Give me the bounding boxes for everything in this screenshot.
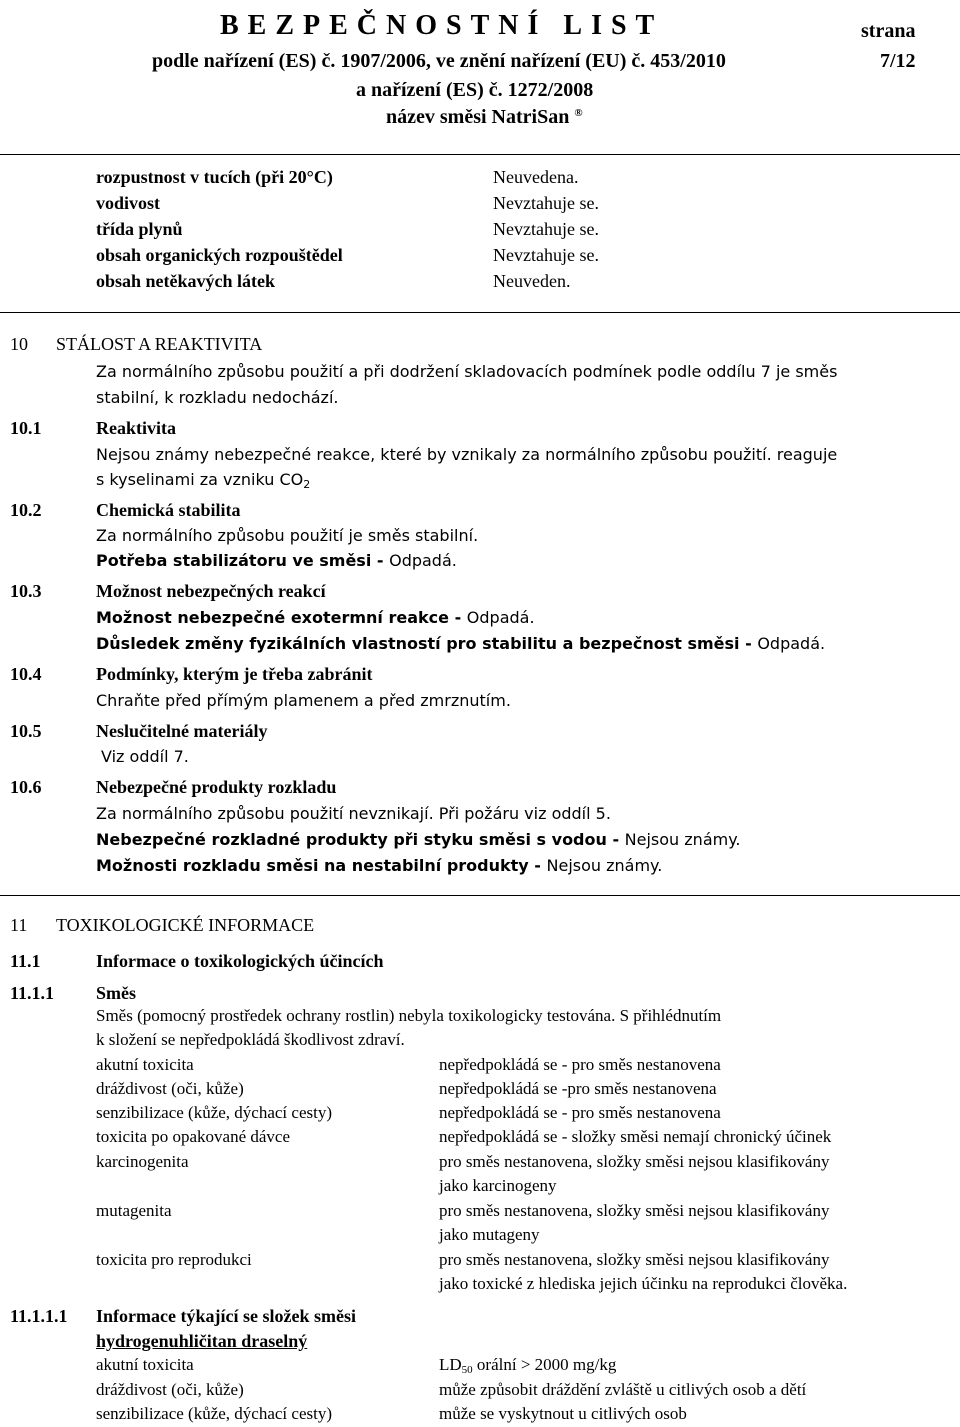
subsection-title: Informace o toxikologických účincích <box>96 951 384 971</box>
component-label: dráždivost (oči, kůže) <box>96 1380 244 1399</box>
property-label: rozpustnost v tucích (při 20°C) <box>96 167 333 187</box>
ld-subscript: 50 <box>461 1364 473 1376</box>
subsection-number: 11.1.1.1 <box>10 1306 68 1326</box>
tox-label: karcinogenita <box>96 1152 189 1171</box>
property-value: Nevztahuje se. <box>493 245 599 265</box>
tox-value: nepředpokládá se -pro směs nestanovena <box>439 1079 717 1098</box>
subsection-title: Neslučitelné materiály <box>96 721 268 741</box>
section-10-title: STÁLOST A REAKTIVITA <box>56 334 263 354</box>
property-label: třída plynů <box>96 219 183 239</box>
tox-label: mutagenita <box>96 1201 172 1220</box>
subsection-title: Možnost nebezpečných reakcí <box>96 581 326 601</box>
decomposition-label-2: Nebezpečné rozkladné produkty při styku směsi s vodou - <box>96 830 625 849</box>
reactivity-text-2-main: s kyselinami za vzniku CO <box>96 470 304 489</box>
subsection-number: 11.1 <box>10 951 41 971</box>
property-value: Neuvedena. <box>493 167 579 187</box>
subsection-title: Informace týkající se složek směsi <box>96 1306 356 1326</box>
substance-name: hydrogenuhličitan draselný <box>96 1331 308 1351</box>
section-10-intro-2: stabilní, k rozkladu nedochází. <box>96 388 339 407</box>
component-value: může způsobit dráždění zvláště u citlivých osob a dětí <box>439 1380 807 1399</box>
tox-value-cont: jako toxické z hlediska jejich účinku na reprodukci člověka. <box>439 1274 848 1293</box>
component-value: může se vyskytnout u citlivých osob <box>439 1404 687 1423</box>
decomposition-value-2: Nejsou známy. <box>624 830 741 849</box>
page-label: strana <box>861 20 916 42</box>
hazard-reactions-text-1 <box>96 608 535 627</box>
property-label: obsah netěkavých látek <box>96 271 276 291</box>
decomposition-text-2 <box>96 830 740 849</box>
tox-value: nepředpokládá se - pro směs nestanovena <box>439 1055 721 1074</box>
stability-text-2-label: Potřeba stabilizátoru ve směsi - <box>96 551 390 570</box>
subsection-number: 10.2 <box>10 500 42 520</box>
subsection-number: 10.3 <box>10 581 42 601</box>
subsection-title: Nebezpečné produkty rozkladu <box>96 777 337 797</box>
subsection-title: Reaktivita <box>96 418 176 438</box>
section-10-number: 10 <box>10 334 28 354</box>
tox-value-cont: jako mutageny <box>439 1225 540 1244</box>
section-11-title: TOXIKOLOGICKÉ INFORMACE <box>56 915 315 935</box>
decomposition-text-1: Za normálního způsobu použití nevznikají. Při požáru viz oddíl 5. <box>96 804 611 823</box>
regulation-line-1: podle nařízení (ES) č. 1907/2006, ve znění nařízení (EU) č. 453/2010 <box>152 50 726 72</box>
hazard-reactions-label-1: Možnost nebezpečné exotermní reakce - <box>96 608 467 627</box>
tox-value: nepředpokládá se - složky směsi nemají chronický účinek <box>439 1127 832 1146</box>
subsection-number: 10.4 <box>10 664 42 684</box>
document-title: BEZPEČNOSTNÍ LIST <box>220 10 664 41</box>
subsection-title: Podmínky, kterým je třeba zabránit <box>96 664 373 684</box>
component-value <box>439 1355 616 1375</box>
tox-value: nepředpokládá se - pro směs nestanovena <box>439 1103 721 1122</box>
subsection-number: 11.1.1 <box>10 983 55 1003</box>
product-name-text: název směsi NatriSan <box>386 106 570 128</box>
reactivity-text-2 <box>96 470 310 489</box>
property-value: Nevztahuje se. <box>493 219 599 239</box>
hazard-reactions-value-2: Odpadá. <box>757 634 826 653</box>
registered-mark: ® <box>574 107 583 119</box>
ld-suffix: orální > 2000 mg/kg <box>472 1355 617 1374</box>
hazard-reactions-value-1: Odpadá. <box>466 608 535 627</box>
tox-label: akutní toxicita <box>96 1055 194 1074</box>
reactivity-text-1: Nejsou známy nebezpečné reakce, které by vznikaly za normálního způsobu použití. reaguje <box>96 445 838 464</box>
property-label: vodivost <box>96 193 161 213</box>
tox-value: pro směs nestanovena, složky směsi nejsou klasifikovány <box>439 1201 830 1220</box>
mixture-text-1: Směs (pomocný prostředek ochrany rostlin) nebyla toxikologicky testována. S přihlédnutím <box>96 1006 722 1025</box>
product-name <box>386 106 583 129</box>
stability-text-1: Za normálního způsobu použití je směs stabilní. <box>96 526 479 545</box>
regulation-line-2: a nařízení (ES) č. 1272/2008 <box>356 79 594 101</box>
tox-label: toxicita po opakované dávce <box>96 1127 291 1146</box>
component-label: akutní toxicita <box>96 1355 194 1374</box>
hazard-reactions-label-2: Důsledek změny fyzikálních vlastností pro stabilitu a bezpečnost směsi - <box>96 634 758 653</box>
incompatible-text: Viz oddíl 7. <box>101 747 189 766</box>
subsection-number: 10.6 <box>10 777 42 797</box>
conditions-text: Chraňte před přímým plamenem a před zmrznutím. <box>96 691 511 710</box>
section-rule <box>0 895 960 896</box>
tox-label: dráždivost (oči, kůže) <box>96 1079 244 1098</box>
tox-value: pro směs nestanovena, složky směsi nejsou klasifikovány <box>439 1152 830 1171</box>
stability-text-2-value: Odpadá. <box>389 551 457 570</box>
tox-label: toxicita pro reprodukci <box>96 1250 252 1269</box>
page-number: 7/12 <box>880 50 916 72</box>
section-11-number: 11 <box>10 915 28 935</box>
mixture-text-2: k složení se nepředpokládá škodlivost zdraví. <box>96 1030 405 1049</box>
property-value: Nevztahuje se. <box>493 193 599 213</box>
stability-text-2 <box>96 551 457 570</box>
subsection-number: 10.1 <box>10 418 42 438</box>
property-value: Neuveden. <box>493 271 571 291</box>
ld-prefix: LD <box>439 1355 462 1374</box>
hazard-reactions-text-2 <box>96 634 825 653</box>
property-label: obsah organických rozpouštědel <box>96 245 343 265</box>
section-rule <box>0 312 960 313</box>
header-rule <box>0 154 960 155</box>
subsection-number: 10.5 <box>10 721 42 741</box>
decomposition-value-3: Nejsou známy. <box>546 856 663 875</box>
component-label: senzibilizace (kůže, dýchací cesty) <box>96 1404 332 1423</box>
tox-value-cont: jako karcinogeny <box>439 1176 557 1195</box>
section-10-intro-1: Za normálního způsobu použití a při dodržení skladovacích podmínek podle oddílu 7 je směs <box>96 362 838 381</box>
tox-label: senzibilizace (kůže, dýchací cesty) <box>96 1103 332 1122</box>
co2-subscript: 2 <box>303 478 311 491</box>
subsection-title: Směs <box>96 983 136 1003</box>
tox-value: pro směs nestanovena, složky směsi nejsou klasifikovány <box>439 1250 830 1269</box>
decomposition-text-3 <box>96 856 662 875</box>
decomposition-label-3: Možnosti rozkladu směsi na nestabilní produkty - <box>96 856 547 875</box>
subsection-title: Chemická stabilita <box>96 500 241 520</box>
